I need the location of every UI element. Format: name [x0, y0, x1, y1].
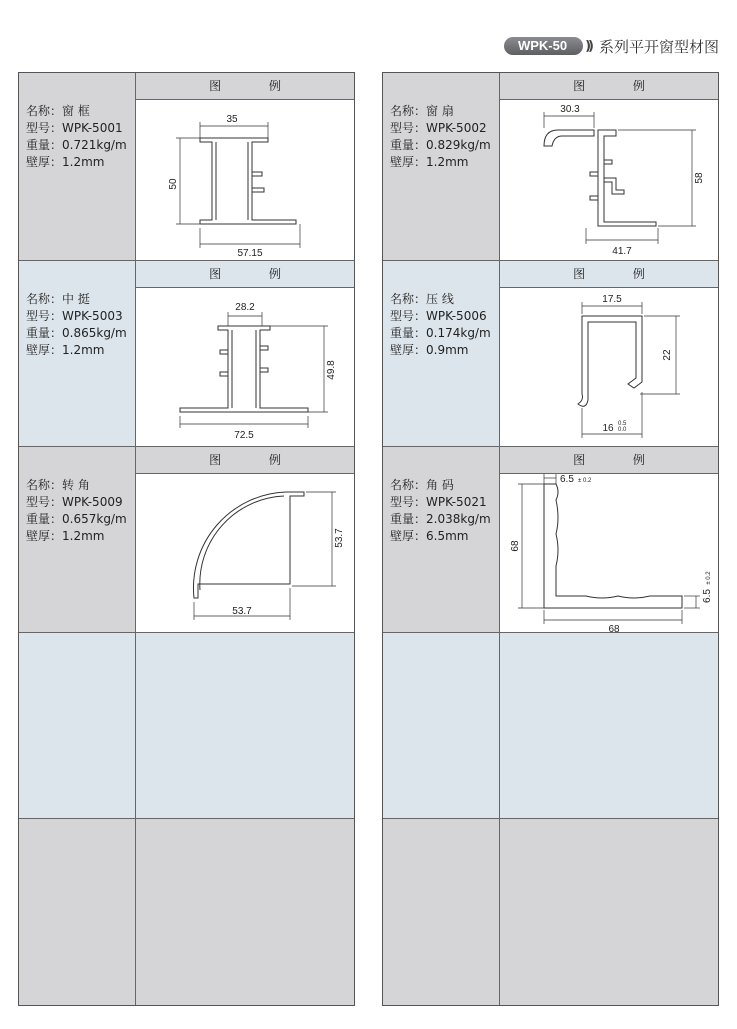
profile-drawing-5009 [136, 474, 354, 632]
model-label: 型号： [26, 121, 63, 135]
figure-cell [136, 447, 354, 632]
dim-tol-lower: 0.0 [618, 427, 627, 433]
figure-area [500, 474, 718, 632]
empty-row [383, 819, 718, 1005]
profile-row-5001 [19, 73, 354, 261]
model-label: 型号： [26, 495, 63, 509]
profile-model: WPK-5006 [426, 309, 487, 323]
profile-drawing-5001 [136, 100, 354, 260]
weight-label: 重量： [26, 512, 63, 526]
dim-opening: 16 [602, 423, 614, 434]
model-label: 型号： [390, 121, 427, 135]
wall-label: 壁厚： [26, 155, 63, 169]
empty-row [19, 819, 354, 1005]
name-label: 名称： [390, 104, 427, 118]
profile-model: WPK-5001 [62, 121, 123, 135]
weight-label: 重量： [26, 138, 63, 152]
figure-area [500, 288, 718, 446]
empty-info-cell [383, 819, 500, 1005]
wall-label: 壁厚： [26, 529, 63, 543]
profile-info [19, 261, 136, 446]
right-profile-table [382, 72, 719, 1006]
figure-area [136, 288, 354, 446]
name-label: 名称： [26, 292, 63, 306]
profile-name: 窗 扇 [426, 104, 454, 118]
profile-wall: 6.5mm [426, 529, 469, 543]
figure-header: 图 例 [500, 447, 718, 474]
profile-row-5009 [19, 447, 354, 633]
profile-name: 窗 框 [62, 104, 90, 118]
chevron-icon: )) [585, 38, 591, 54]
dim-height: 49.8 [326, 360, 337, 380]
dim-height: 68 [510, 540, 521, 552]
empty-row [383, 633, 718, 819]
weight-label: 重量： [390, 138, 427, 152]
dim-height: 58 [694, 172, 705, 184]
profile-wall: 0.9mm [426, 343, 469, 357]
dim-height: 50 [168, 178, 179, 190]
empty-info-cell [19, 633, 136, 818]
profile-row-5006 [383, 261, 718, 447]
profile-weight: 0.865kg/m [62, 326, 127, 340]
profile-drawing-5002 [500, 100, 718, 260]
dim-thickness-side-tol: ± 0.2 [706, 571, 712, 585]
series-badge: WPK-50 [504, 37, 583, 55]
left-profile-table [18, 72, 355, 1006]
figure-header: 图 例 [136, 261, 354, 288]
figure-header: 图 例 [500, 261, 718, 288]
profile-wall: 1.2mm [426, 155, 469, 169]
dim-height: 22 [662, 349, 673, 361]
profile-info [19, 447, 136, 632]
wall-label: 壁厚： [390, 155, 427, 169]
model-label: 型号： [26, 309, 63, 323]
model-label: 型号： [390, 495, 427, 509]
name-label: 名称： [26, 478, 63, 492]
dim-thickness-top-tol: ± 0.2 [578, 478, 592, 484]
name-label: 名称： [26, 104, 63, 118]
dim-width: 53.7 [232, 606, 252, 617]
name-label: 名称： [390, 292, 427, 306]
figure-area [136, 474, 354, 632]
figure-cell [136, 261, 354, 446]
dim-overall: 57.15 [237, 248, 263, 259]
dim-width: 35 [226, 114, 238, 125]
weight-label: 重量： [390, 326, 427, 340]
figure-cell [500, 73, 718, 260]
figure-header: 图 例 [136, 447, 354, 474]
dim-thickness-side: 6.5 [702, 589, 713, 603]
profile-drawing-5003 [136, 288, 354, 446]
dim-tol-upper: 0.5 [618, 421, 627, 427]
dim-width: 28.2 [235, 302, 255, 313]
figure-area [136, 100, 354, 260]
dim-height: 53.7 [334, 528, 345, 548]
dim-thickness-top: 6.5 [560, 474, 574, 485]
profile-weight: 0.721kg/m [62, 138, 127, 152]
profile-weight: 2.038kg/m [426, 512, 491, 526]
profile-info [383, 73, 500, 260]
profile-name: 中 挺 [62, 292, 90, 306]
model-label: 型号： [390, 309, 427, 323]
profile-row-5021 [383, 447, 718, 633]
figure-header: 图 例 [500, 73, 718, 100]
profile-info [19, 73, 136, 260]
profile-model: WPK-5021 [426, 495, 487, 509]
figure-cell [500, 261, 718, 446]
wall-label: 壁厚： [390, 529, 427, 543]
figure-cell [136, 73, 354, 260]
profile-wall: 1.2mm [62, 155, 105, 169]
figure-cell [500, 447, 718, 632]
dim-width: 68 [608, 624, 620, 632]
figure-area [500, 100, 718, 260]
profile-model: WPK-5003 [62, 309, 123, 323]
profile-drawing-5021 [500, 474, 718, 632]
profile-drawing-5006 [500, 288, 718, 446]
profile-info [383, 261, 500, 446]
figure-header: 图 例 [136, 73, 354, 100]
empty-row [19, 633, 354, 819]
wall-label: 壁厚： [26, 343, 63, 357]
profile-wall: 1.2mm [62, 529, 105, 543]
profile-name: 角 码 [426, 478, 454, 492]
empty-info-cell [383, 633, 500, 818]
dim-overall: 41.7 [612, 246, 632, 257]
name-label: 名称： [390, 478, 427, 492]
page-title: 系列平开窗型材图 [598, 37, 719, 56]
profile-wall: 1.2mm [62, 343, 105, 357]
profile-row-5003 [19, 261, 354, 447]
profile-info [383, 447, 500, 632]
profile-name: 压 线 [426, 292, 454, 306]
dim-overall: 72.5 [234, 430, 254, 441]
profile-weight: 0.174kg/m [426, 326, 491, 340]
dim-width: 30.3 [560, 104, 580, 115]
wall-label: 壁厚： [390, 343, 427, 357]
dim-width: 17.5 [602, 294, 622, 305]
weight-label: 重量： [26, 326, 63, 340]
profile-model: WPK-5002 [426, 121, 487, 135]
weight-label: 重量： [390, 512, 427, 526]
empty-info-cell [19, 819, 136, 1005]
profile-name: 转 角 [62, 478, 90, 492]
page-header [504, 34, 719, 58]
profile-weight: 0.829kg/m [426, 138, 491, 152]
profile-row-5002 [383, 73, 718, 261]
profile-model: WPK-5009 [62, 495, 123, 509]
profile-weight: 0.657kg/m [62, 512, 127, 526]
